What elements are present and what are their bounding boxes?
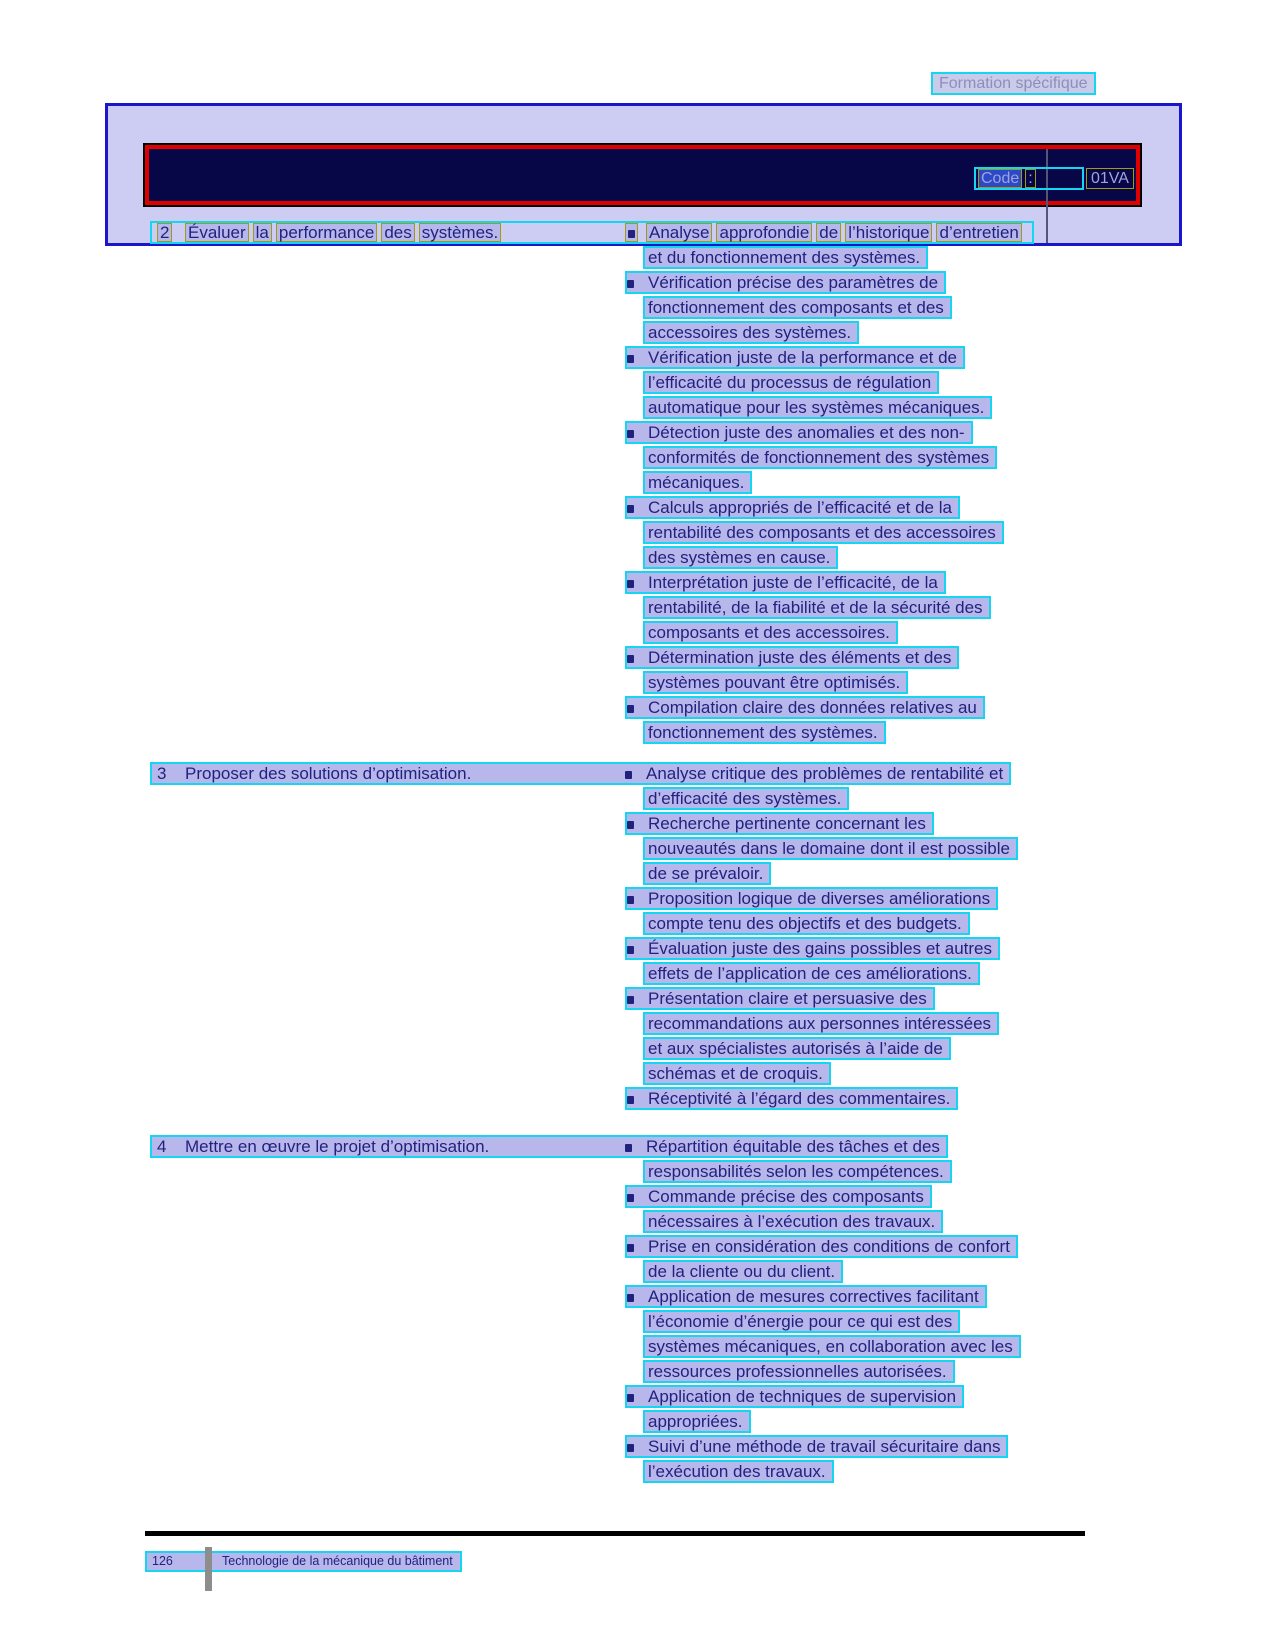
criteria-line-continuation xyxy=(643,296,952,319)
code-separator: : xyxy=(1025,169,1035,188)
criteria-text: fonctionnement des systèmes. xyxy=(648,723,878,742)
bullet-dot xyxy=(627,946,634,954)
criteria-text: Réceptivité à l’égard des commentaires. xyxy=(648,1089,951,1108)
bullet-icon xyxy=(627,814,648,833)
criteria-line xyxy=(625,1435,1008,1458)
criteria-line-continuation xyxy=(643,321,859,344)
bullet-dot xyxy=(627,1244,634,1252)
criteria-line xyxy=(625,1185,932,1208)
criteria-text: Compilation claire des données relatives au xyxy=(648,698,977,717)
criteria-text: des systèmes en cause. xyxy=(648,548,831,567)
criteria-text: Présentation claire et persuasive des xyxy=(648,989,927,1008)
criteria-line xyxy=(625,646,959,669)
bullet-dot xyxy=(627,896,634,904)
bullet-icon xyxy=(625,1137,646,1156)
criteria-text: Interprétation juste de l’efficacité, de la xyxy=(648,573,938,592)
criteria-text: l’historique xyxy=(845,223,932,242)
bullet-dot xyxy=(627,1294,634,1302)
criteria-text: compte tenu des objectifs et des budgets. xyxy=(648,914,962,933)
criteria-line-continuation xyxy=(643,1310,960,1333)
criteria-line xyxy=(625,1285,987,1308)
criteria-text: Proposition logique de diverses améliorations xyxy=(648,889,991,908)
criteria-line-continuation xyxy=(643,546,838,569)
footer-page-number: 126 xyxy=(152,1554,173,1568)
section-number xyxy=(157,1137,185,1156)
criteria-text: Détection juste des anomalies et des non- xyxy=(648,423,965,442)
criteria-text: systèmes pouvant être optimisés. xyxy=(648,673,901,692)
criteria-text: rentabilité, de la fiabilité et de la sécurité des xyxy=(648,598,983,617)
section-first-line xyxy=(150,1135,948,1158)
criteria-text: schémas et de croquis. xyxy=(648,1064,823,1083)
footer-rule xyxy=(145,1531,1085,1536)
criteria-text: automatique pour les systèmes mécaniques. xyxy=(648,398,985,417)
footer-divider-bar xyxy=(205,1547,212,1591)
criteria-line xyxy=(625,1385,964,1408)
criteria-text: Répartition équitable des tâches et des xyxy=(646,1137,940,1156)
criteria-line-continuation xyxy=(643,246,928,269)
code-value: 01VA xyxy=(1086,168,1134,189)
bullet-dot xyxy=(627,821,634,829)
bullet-dot xyxy=(627,280,634,288)
criteria-text: l’efficacité du processus de régulation xyxy=(648,373,932,392)
criteria-text: Application de mesures correctives facilitant xyxy=(648,1287,979,1306)
bullet-dot xyxy=(627,1194,634,1202)
section-number-text: 4 xyxy=(157,1137,167,1156)
criteria-text: d’entretien xyxy=(936,223,1021,242)
criteria-line-continuation xyxy=(643,1012,999,1035)
criteria-line xyxy=(625,812,934,835)
objective-title-word: Proposer des solutions d’optimisation. xyxy=(185,764,472,783)
criteria-line-continuation xyxy=(643,837,1018,860)
criteria-text: et aux spécialistes autorisés à l’aide de xyxy=(648,1039,943,1058)
bullet-icon xyxy=(627,1237,648,1256)
footer xyxy=(145,1551,462,1572)
bullet-dot xyxy=(627,705,634,713)
criteria-text: approfondie xyxy=(716,223,812,242)
criteria-text: Détermination juste des éléments et des xyxy=(648,648,952,667)
section-number-text: 2 xyxy=(157,223,172,242)
bullet-icon xyxy=(627,1437,648,1456)
bullet-icon xyxy=(627,423,648,442)
bullet-dot xyxy=(627,996,634,1004)
criteria-line-continuation xyxy=(643,621,898,644)
criteria-line-continuation xyxy=(643,521,1004,544)
criteria-text: effets de l’application de ces améliorations. xyxy=(648,964,972,983)
criteria-line-continuation xyxy=(643,1210,943,1233)
criteria-text: Vérification précise des paramètres de xyxy=(648,273,939,292)
criteria-line-continuation xyxy=(643,1410,751,1433)
criteria-line xyxy=(625,271,946,294)
criteria-text: de la cliente ou du client. xyxy=(648,1262,836,1281)
criteria-text: Analyse xyxy=(646,223,712,242)
criteria-line xyxy=(625,1235,1018,1258)
criteria-line xyxy=(625,937,1000,960)
code-line xyxy=(974,167,1084,190)
criteria-line xyxy=(625,696,985,719)
criteria-line-continuation xyxy=(643,1460,834,1483)
objective-title-word: des xyxy=(381,223,414,242)
criteria-line-continuation xyxy=(643,371,939,394)
bullet-dot xyxy=(625,771,632,779)
criteria-text: responsabilités selon les compétences. xyxy=(648,1162,944,1181)
criteria-line-continuation xyxy=(643,1037,951,1060)
criteria-text: accessoires des systèmes. xyxy=(648,323,852,342)
criteria-line xyxy=(625,346,965,369)
section-number xyxy=(157,764,185,783)
criteria-text: de xyxy=(816,223,841,242)
criteria-text: Calculs appropriés de l’efficacité et de la xyxy=(648,498,952,517)
criteria-text: conformités de fonctionnement des systèmes xyxy=(648,448,990,467)
objective-title xyxy=(185,764,471,783)
bullet-dot xyxy=(627,1444,634,1452)
objective-title xyxy=(185,223,505,242)
criteria-line xyxy=(625,496,960,519)
bullet-dot xyxy=(627,355,634,363)
criteria-line xyxy=(625,987,935,1010)
criteria-text: Analyse critique des problèmes de rentabilité et xyxy=(646,764,1004,783)
criteria-line-continuation xyxy=(643,1062,831,1085)
criteria-line xyxy=(625,571,946,594)
criteria-text: Suivi d’une méthode de travail sécuritaire dans xyxy=(648,1437,1001,1456)
bullet-dot xyxy=(627,580,634,588)
section-number-text: 3 xyxy=(157,764,167,783)
bullet-dot xyxy=(625,1144,632,1152)
bullet-icon xyxy=(627,1287,648,1306)
criteria-line-continuation xyxy=(643,1360,955,1383)
criteria-text: l’exécution des travaux. xyxy=(648,1462,826,1481)
criteria-text: Application de techniques de supervision xyxy=(648,1387,957,1406)
criteria-line-continuation xyxy=(643,862,771,885)
bullet-dot xyxy=(627,430,634,438)
criteria-line-continuation xyxy=(643,1160,952,1183)
table-column-divider xyxy=(1046,149,1048,243)
criteria-text: nouveautés dans le domaine dont il est possible xyxy=(648,839,1010,858)
objective-title-word: performance xyxy=(276,223,377,242)
bullet-icon xyxy=(627,648,648,667)
objective-title xyxy=(185,1137,489,1156)
criteria-text: de se prévaloir. xyxy=(648,864,764,883)
objective-title-word: Mettre en œuvre le projet d’optimisation. xyxy=(185,1137,490,1156)
criteria-text: systèmes mécaniques, en collaboration avec les xyxy=(648,1337,1013,1356)
bullet-icon xyxy=(627,698,648,717)
criteria-text: rentabilité des composants et des accessoires xyxy=(648,523,996,542)
criteria-text: et du fonctionnement des systèmes. xyxy=(648,248,921,267)
objective-heading xyxy=(152,764,625,783)
criteria-line-continuation xyxy=(643,471,752,494)
objective-heading xyxy=(152,1137,625,1156)
criteria-line-continuation xyxy=(643,1260,843,1283)
bullet-icon xyxy=(627,1387,648,1406)
bullet-icon xyxy=(627,989,648,1008)
criteria-text: Prise en considération des conditions de confort xyxy=(648,1237,1010,1256)
footer-title: Technologie de la mécanique du bâtiment xyxy=(222,1554,453,1568)
bullet-icon xyxy=(627,939,648,958)
bullet-icon xyxy=(627,573,648,592)
criteria-text: composants et des accessoires. xyxy=(648,623,890,642)
criteria-line-continuation xyxy=(643,396,992,419)
criteria-text: appropriées. xyxy=(648,1412,743,1431)
section-first-line xyxy=(150,762,1011,785)
criteria-line-continuation xyxy=(643,446,997,469)
bullet-icon xyxy=(627,498,648,517)
criteria-text: Évaluation juste des gains possibles et autres xyxy=(648,939,992,958)
bullet-icon xyxy=(627,889,648,908)
bullet-dot xyxy=(627,1394,634,1402)
bullet-dot xyxy=(627,655,634,663)
bullet-dot xyxy=(627,1096,634,1104)
bullet-icon xyxy=(625,764,646,783)
bullet-icon xyxy=(627,1089,648,1108)
criteria-text: Commande précise des composants xyxy=(648,1187,924,1206)
criteria-line-continuation xyxy=(643,721,886,744)
criteria-line xyxy=(625,421,973,444)
header-label: Formation spécifique xyxy=(931,72,1096,95)
criteria-line-continuation xyxy=(643,596,991,619)
bullet-icon xyxy=(627,1187,648,1206)
criteria-line-continuation xyxy=(643,787,849,810)
criteria-text: Recherche pertinente concernant les xyxy=(648,814,926,833)
criteria-line-continuation xyxy=(643,912,970,935)
criteria-text: d’efficacité des systèmes. xyxy=(648,789,842,808)
section-first-line xyxy=(150,221,1034,244)
criteria-text: mécaniques. xyxy=(648,473,745,492)
criteria-line-continuation xyxy=(643,1335,1021,1358)
criteria-text: recommandations aux personnes intéressées xyxy=(648,1014,992,1033)
criteria-line-continuation xyxy=(643,671,908,694)
bullet-icon xyxy=(627,273,648,292)
section-number xyxy=(157,223,185,242)
criteria-text: nécessaires à l’exécution des travaux. xyxy=(648,1212,936,1231)
criteria-line xyxy=(625,887,998,910)
bullet-icon xyxy=(627,348,648,367)
criteria-line xyxy=(625,1087,958,1110)
criteria-text: ressources professionnelles autorisées. xyxy=(648,1362,947,1381)
criteria-text: fonctionnement des composants et des xyxy=(648,298,944,317)
objective-title-word: la xyxy=(253,223,272,242)
objective-heading xyxy=(152,223,625,242)
bullet-dot xyxy=(628,230,635,238)
objective-title-word: Évaluer xyxy=(185,223,249,242)
criteria-text: l’économie d’énergie pour ce qui est des xyxy=(648,1312,953,1331)
objective-title-word: systèmes. xyxy=(419,223,502,242)
code-label: Code xyxy=(978,169,1022,188)
bullet-dot xyxy=(627,505,634,513)
criteria-text: Vérification juste de la performance et de xyxy=(648,348,958,367)
criteria-line-continuation xyxy=(643,962,980,985)
bullet-icon xyxy=(625,223,646,242)
bullet-icon-box xyxy=(625,223,638,242)
